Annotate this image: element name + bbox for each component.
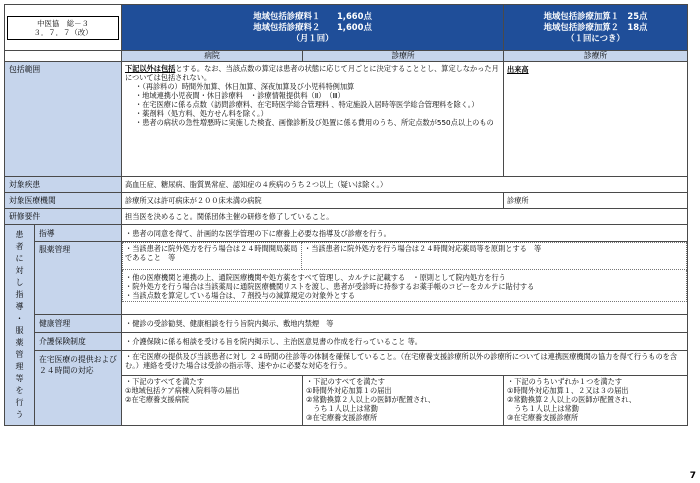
medication-common	[123, 270, 687, 302]
vertical-char: 服	[15, 326, 24, 335]
vertical-char: を	[15, 386, 24, 395]
header-fee-b-line2: 地域包括診療加算２ 18点	[543, 22, 648, 32]
facility-right: 診療所	[504, 193, 688, 209]
home-line: ②常勤換算２人以上の医師が配置され、	[306, 395, 436, 404]
header-fee-b	[504, 5, 688, 51]
hokatsu-item: ・地域連携小児夜間・休日診療料 ・診療情報提供料（Ⅱ） （Ⅲ）	[135, 91, 345, 100]
home-line: ①地域包括ケア病棟入院料等の届出	[125, 386, 240, 395]
home-line: ②常勤換算２人以上の医師が配置され、	[507, 395, 637, 404]
medication-common-line: ・院外処方を行う場合は当該薬局に通院医療機関リストを渡し、患者が受診時に持参するお薬手帳のコピーをカルテに貼付する	[125, 282, 535, 291]
subheader-hospital: 病院	[122, 51, 303, 62]
guidance-text: ・患者の同意を得て、計画的な医学管理の下に療養上必要な指導及び診療を行う。	[122, 225, 688, 242]
row-label-training: 研修要件	[5, 209, 122, 225]
medication-common-line: ・他の医療機関と連携の上、通院医療機関や処方薬をすべて管理し、カルテに記載する ・原則として院内処方を行う	[125, 273, 506, 282]
home-col-clinic-b	[504, 376, 688, 426]
medication-common-line: ・当該点数を算定している場合は、７剤投与の減算規定の対象外とする	[125, 291, 356, 300]
medication-right: ・当該患者に院外処方を行う場合は２４時間対応薬局等を原則とする 等	[302, 243, 687, 270]
home-line: ①時間外対応加算１の届出	[306, 386, 392, 395]
hokatsu-lead-rest: とする。なお、当該点数の算定は患者の状態に応じて月ごとに決定することとし、算定しなかった月については包括されない。	[125, 64, 499, 82]
hokatsu-right-text: 出来高	[507, 65, 529, 74]
training-text: 担当医を決めること。関係団体主催の研修を修了していること。	[122, 209, 688, 225]
blank-subheader	[5, 51, 122, 62]
header-fee-a	[122, 5, 504, 51]
doc-id-line2: ３．７．７（改）	[33, 27, 93, 37]
medication-left: ・当該患者に院外処方を行う場合は２４時間開局薬局であること 等	[123, 243, 302, 270]
header-fee-a-line2: 地域包括診療料２ 1,600点	[253, 22, 372, 32]
medication-content	[122, 242, 688, 315]
home-line: うち１人以上は常勤	[507, 404, 579, 413]
hokatsu-item: ・薬剤料（処方料、処方せん料を除く。）	[135, 109, 268, 118]
home-line: ・下記のすべてを満たす	[125, 377, 204, 386]
hokatsu-item: ・在宅医療に係る点数（訪問診療料、在宅時医学総合管理料 、特定施設入居時等医学総合管理料を除く。）	[135, 100, 479, 109]
vertical-char: 患	[15, 230, 24, 239]
doc-id-line1: 中医協 総－３	[37, 18, 89, 28]
home-line: ・下記のすべてを満たす	[306, 377, 385, 386]
vertical-char: う	[15, 410, 24, 419]
hokatsu-item: ・（再診料の）時間外加算、休日加算、深夜加算及び小児科特例加算	[135, 82, 355, 91]
doc-id-box	[7, 16, 119, 40]
vertical-char: し	[15, 278, 24, 287]
hokatsu-content	[122, 62, 504, 177]
row-label-facility: 対象医療機関	[5, 193, 122, 209]
header-fee-a-line3: （月１回）	[291, 33, 334, 43]
row-label-hokatsu: 包括範囲	[5, 62, 122, 177]
header-fee-a-line1: 地域包括診療料１ 1,660点	[253, 11, 372, 21]
vertical-char: 管	[15, 350, 24, 359]
disease-text: 高血圧症、糖尿病、脂質異常症、認知症の４疾病のうち２つ以上（疑いは除く。）	[122, 177, 688, 193]
row-label-disease: 対象疾患	[5, 177, 122, 193]
vertical-char: 理	[15, 362, 24, 371]
vertical-char: 導	[15, 302, 24, 311]
row-label-home: 在宅医療の提供および２４時間の対応	[35, 351, 122, 426]
vertical-char: 指	[15, 290, 24, 299]
vertical-char: 者	[15, 242, 24, 251]
hokatsu-right	[504, 62, 688, 177]
home-col-clinic-a	[303, 376, 504, 426]
home-note: ・在宅医療の提供及び当該患者に対し ２４時間の往診等の体制を確保していること。（在宅療養支援診療所以外の診療所については連携医療機関の協力を得て行うものを含む。）連絡を受けた場合は受診の指示等、速やかに必要な対応を行う。	[122, 351, 688, 376]
doc-id-cell	[5, 5, 122, 51]
subheader-clinic-b: 診療所	[504, 51, 688, 62]
hokatsu-item: ・患者の病状の急性増悪時に実施した検査、画像診断及び処置に係る費用のうち、所定点数が550点以上のもの	[135, 118, 494, 127]
hokatsu-lead-underlined: 下記以外は包括	[125, 64, 176, 73]
comparison-table	[4, 4, 688, 426]
vertical-char: ・	[15, 314, 24, 323]
home-line: ②在宅療養支援病院	[125, 395, 189, 404]
hokatsu-lead	[125, 64, 500, 82]
medication-inner	[122, 242, 687, 302]
row-label-medication: 服薬管理	[35, 242, 122, 315]
row-label-health: 健康管理	[35, 315, 122, 333]
facility-text: 診療所又は許可病床が２００床未満の病院	[122, 193, 504, 209]
home-line: ・下記のうちいずれか１つを満たす	[507, 377, 623, 386]
vertical-char: に	[15, 254, 24, 263]
vertical-char: 行	[15, 398, 24, 407]
subheader-clinic-a: 診療所	[303, 51, 504, 62]
home-line: ①時間外対応加算１、２又は３の届出	[507, 386, 629, 395]
row-label-care: 介護保険制度	[35, 333, 122, 351]
health-text: ・健診の受診勧奨、健康相談を行う旨院内掲示、敷地内禁煙 等	[122, 315, 688, 333]
home-col-hospital	[122, 376, 303, 426]
row-label-guidance: 指導	[35, 225, 122, 242]
home-line: ③在宅療養支援診療所	[306, 413, 378, 422]
vertical-char: 対	[15, 266, 24, 275]
vertical-char: 等	[15, 374, 24, 383]
home-line: ③在宅療養支援診療所	[507, 413, 579, 422]
vertical-label	[5, 225, 35, 426]
home-line: うち１人以上は常勤	[306, 404, 378, 413]
header-fee-b-line3: （１回につき）	[566, 33, 625, 43]
page-number: 7	[689, 471, 696, 481]
vertical-char: 薬	[15, 338, 24, 347]
header-fee-b-line1: 地域包括診療加算１ 25点	[543, 11, 648, 21]
care-text: ・介護保険に係る相談を受ける旨を院内掲示し、主治医意見書の作成を行っていること 等。	[122, 333, 688, 351]
